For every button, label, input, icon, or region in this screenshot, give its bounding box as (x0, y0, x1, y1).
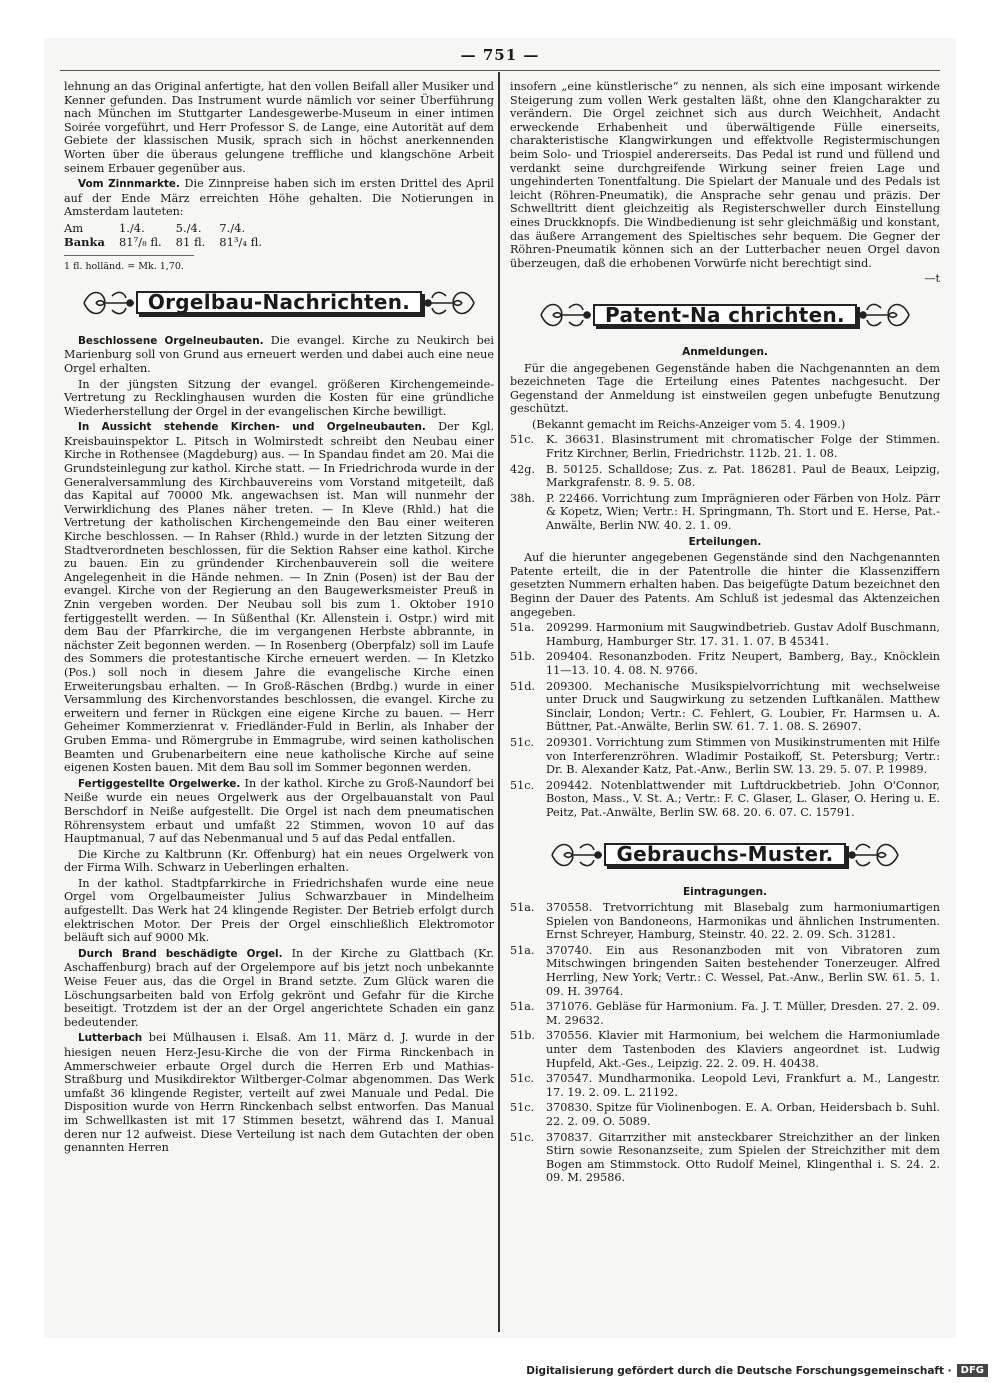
zinn-price-table (64, 222, 276, 249)
news-text: Die evangel. Kirche zu Neukirch bei Marienburg soll von Grund aus erneuert werden und dabei auch eine neue Orgel erhalten. (64, 333, 494, 375)
gm-text: 370830. Spitze für Violinenbogen. E. A. Orban, Heidersbach b. Suhl. 22. 2. 09. O. 5089. (546, 1101, 940, 1128)
zinn-table-row (64, 236, 276, 250)
news-paragraph (64, 1031, 494, 1154)
scroll-ornament-icon (846, 838, 902, 872)
gm-entry (510, 1101, 940, 1128)
patent-title: Patent-Na chrichten. (593, 304, 857, 327)
news-lead: Lutterbach (78, 1032, 143, 1045)
gm-class: 51c. (510, 1130, 535, 1144)
patent-text: 209300. Mechanische Musikspielvorrichtung mit wechselweise unter Druck und Saugwirkung zu setzenden Luftkanälen. Matthew Sinclair, London; Vertr.: C. Fehlert, G. Loubier, Fr. Harmsen u. A. Büttner, Pat.-Anwälte, Berlin SW. 61. 7. 1. 08. S. 26907. (546, 679, 940, 734)
gm-class: 51a. (510, 1000, 535, 1014)
patent-class: 38h. (510, 491, 535, 505)
orgelbau-title: Orgelbau-Nachrichten. (136, 291, 422, 314)
news-text: In der jüngsten Sitzung der evangel. größeren Kirchengemeinde-Vertretung zu Recklinghausen wurden die Kosten für eine gründliche Wiederherstellung der Orgel in der evangelischen Kirche bewilligt. (64, 377, 494, 418)
patent-entry (510, 650, 940, 677)
gm-class: 51a. (510, 943, 535, 957)
gm-text: 370837. Gitarrzither mit ansteckbarer Streichzither an der linken Stirn sowie Resonanzseite, zum Spielen der Streichzither mit dem Bogen am Stimmstock. Otto Rudolf Meinel, Klingenthal i. S. 24. 2. 09. M. 29586. (546, 1130, 940, 1185)
patent-entry (510, 779, 940, 820)
column-divider (498, 72, 500, 1332)
gm-entry (510, 1131, 940, 1185)
left-column (64, 80, 494, 1157)
scanned-page (44, 38, 956, 1338)
news-paragraph (64, 777, 494, 846)
zinn-cell: 81⁷/₈ fl. (118, 234, 162, 249)
gm-text: 370547. Mundharmonika. Leopold Levi, Frankfurt a. M., Langestr. 17. 19. 2. 09. L. 21192. (546, 1072, 940, 1099)
patent-class: 51c. (510, 778, 535, 792)
zinn-cell: 81 fl. (175, 234, 206, 249)
news-text: Die Kirche zu Kaltbrunn (Kr. Offenburg) hat ein neues Orgelwerk von der Firma Wilh. Schwarz in Ueberlingen erhalten. (64, 847, 494, 875)
zinn-head-cell: 1./4. (118, 220, 145, 235)
gebrauchsmuster-banner (510, 836, 940, 874)
news-text: In der kathol. Kirche zu Groß-Naundorf bei Neiße wurde ein neues Orgelwerk aus der Orgelbauanstalt von Paul Berschdorf in Neiße aufgestellt. Die Orgel ist nach dem pneumatischen Röhrensystem erbaut und umfaßt 22 Stimmen, wovon 10 auf das Hauptmanual, 7 auf das Nebenmanual und 5 auf das Pedal entfallen. (64, 776, 494, 846)
patent-entry (510, 433, 940, 460)
left-intro-paragraph: lehnung an das Original anfertigte, hat den vollen Beifall aller Musiker und Kenner gefunden. Das Instrument wurde nämlich vor seiner Überführung nach München im Stuttgarter Landesgewerbe-Museum in einer intimen Soirée vorgeführt, und Herr Professor S. de Lange, eine Autorität auf dem Gebiete der klassischen Musik, sprach sich in höchst anerkennenden Worten über die überaus gelungene treffliche und klangschöne Arbeit seinem Erbauer gegenüber aus. (64, 80, 494, 175)
anmeldungen-intro: Für die angegebenen Gegenstände haben die Nachgenannten an dem bezeichneten Tage die Erteilung eines Patentes nachgesucht. Der Gegenstand der Anmeldung ist einstweilen gegen unbefugte Benutzung geschützt. (510, 361, 940, 416)
right-intro-paragraph: insofern „eine künstlerische“ zu nennen, als sich eine imposant wirkende Steigerung zum vollen Werk gestalten läßt, ohne den Klangcharakter zu verändern. Die Orgel zeichnet sich aus durch Weichheit, Andacht erweckende Erhabenheit und überwältigende Fülle einerseits, charakteristische Klangwirkungen und effektvolle Registermischungen beim Solo- und Triospiel andererseits. Das Pedal ist rund und füllend und verdankt seine durchgreifende Wirkung seiner freien Lage und ungehinderten Tonentfaltung. Die Spielart der Manuale und des Pedals ist leicht (Röhren-Pneumatik), die Ansprache sehr genau und präzis. Der Schwelltritt dient gleichzeitig als Registerschweller durch Einstellung eines Druckknopfs. Die Windbedienung ist sehr gleichmäßig und konstant, das äußere Arrangement des Spieltisches sehr bequem. Die Gegner der Röhren-Pneumatik können sich an der Lutterbacher neuen Orgel davon überzeugen, daß die erhobenen Vorwürfe nicht berechtigt sind. (510, 80, 940, 270)
patent-class: 42g. (510, 462, 535, 476)
patent-text: 209299. Harmonium mit Saugwindbetrieb. Gustav Adolf Buschmann, Hamburg, Hamburger Str. 17. 31. 1. 07. B 45341. (546, 621, 940, 648)
patent-class: 51c. (510, 433, 535, 447)
patent-entry (510, 463, 940, 490)
news-text: Der Kgl. Kreisbauinspektor L. Pitsch in Wolmirstedt schreibt den Neubau einer Kirche in Rothensee (Magdeburg) aus. — In Spandau findet am 20. Mai die Grundsteinlegung zur kathol. Kirche statt. — In Friedrichroda wurde in der Generalversammlung des Kirchbauvereins vom Vorstand mitgeteilt, daß das Kapital auf 70000 Mk. angewachsen ist. Man will nunmehr der Verwirklichung des Planes näher treten. — In Kleve (Rhld.) hat die Vertretung der katholischen Kirchengemeinde den Bau einer weiteren Kirche beschlossen. — In Rahser (Rhld.) wurde in der letzten Sitzung der Stadtverordneten beschlossen, für die Sektion Rahser eine kathol. Kirche zu bauen. Ein zu gründender Kirchenbauverein soll die weitere Angelegenheit in die Hände nehmen. — In Znin (Posen) ist der Bau der evangel. Kirche von der Regierung an den Baugewerksmeister Preuß in Znin vergeben worden. Der Neubau soll bis zum 1. Oktober 1910 fertiggestellt werden. — In Süßenthal (Kr. Allenstein i. Ostpr.) wird mit dem Bau der Pfarrkirche, die im vergangenen Herbste abbrannte, in nächster Zeit begonnen werden. — In Rosenberg (Oberpfalz) soll im Laufe des Sommers die protestantische Kirche erneuert werden. — In Kletzko (Pos.) soll noch in diesem Jahre die evangelische Kirche einen Erweiterungsbau erhalten. — In Groß-Räschen (Brdbg.) wurde in einer Versammlung des Kirchenvorstandes beschlossen, die evangel. Kirche zu erweitern und ferner in Rückgen eine eigene Kirche zu bauen. — Herr Geheimer Kommerzienrat v. Friedländer-Fuld in Berlin, als Inhaber der Gruben Emma- und Römergrube in Emmagrube, wird seinen katholischen Beamten und Grubenarbeitern eine neue katholische Kirche auf seine eigenen Kosten bauen. Mit dem Bau soll im Sommer begonnen werden. (64, 420, 494, 775)
zinn-head-cell: Am (64, 220, 84, 235)
news-paragraph (64, 334, 494, 376)
patent-text: B. 50125. Schalldose; Zus. z. Pat. 186281. Paul de Beaux, Leipzig, Markgrafenstr. 8. 9. 5. 08. (546, 462, 940, 490)
eintragungen-heading: Eintragungen. (682, 885, 768, 898)
patent-text: P. 22466. Vorrichtung zum Imprägnieren oder Färben von Holz. Pärr & Kopetz, Wien; Vertr.: H. Springmann, Th. Stort und E. Herse, Pat.-Anwälte, Berlin NW. 40. 2. 1. 09. (546, 491, 940, 533)
gm-text: 370556. Klavier mit Harmonium, bei welchem die Harmoniumlade unter dem Tastenboden des Klaviers angeordnet ist. Ludwig Hupfeld, Akt.-Ges., Leipzig. 22. 2. 09. H. 40438. (546, 1029, 940, 1070)
header-rule (60, 70, 940, 71)
news-paragraph (64, 877, 494, 945)
scroll-ornament-icon (80, 286, 136, 320)
patent-entry (510, 492, 940, 533)
gm-text: 370740. Ein aus Resonanzboden mit von Vibratoren zum Mitschwingen bringenden Saiten bestehender Tonerzeuger. Alfred Herrling, New York; Vertr.: C. Wessel, Pat.-Anw., Berlin SW. 61. 5. 1. 09. H. 39764. (546, 943, 940, 998)
news-text: In der kathol. Stadtpfarrkirche in Friedrichshafen wurde eine neue Orgel vom Orgelbaumeister Julius Schwarzbauer in Mindelheim aufgestellt. Das Werk hat 24 klingende Register. Der Betrieb erfolgt durch elektrischen Motor. Der Preis der Orgel einschließlich Elektromotor beläuft sich auf 9000 Mk. (64, 876, 494, 945)
gm-entry (510, 1000, 940, 1027)
gm-class: 51b. (510, 1029, 535, 1043)
gm-entry (510, 1029, 940, 1070)
scroll-ornament-icon (548, 838, 604, 872)
zinn-cell: Banka (64, 234, 105, 249)
patent-class: 51b. (510, 650, 535, 664)
news-paragraph (64, 947, 494, 1030)
news-paragraph (64, 848, 494, 875)
patent-text: 209301. Vorrichtung zum Stimmen von Musikinstrumenten mit Hilfe von Interferenzröhren. Wladimir Postaikoff, St. Petersburg; Vertr.: Dr. B. Alexander Katz, Pat.-Anw., Berlin SW. 13. 29. 5. 07. P. 19989. (546, 735, 940, 777)
patent-entry (510, 736, 940, 777)
anmeldungen-date: (Bekannt gemacht im Reichs-Anzeiger vom 5. 4. 1909.) (532, 417, 846, 431)
currency-footnote: 1 fl. holländ. = Mk. 1,70. (64, 255, 194, 274)
news-lead: In Aussicht stehende Kirchen- und Orgelneubauten. (78, 421, 426, 434)
zinn-cell: 81³/₄ fl. (219, 234, 263, 249)
right-column (510, 80, 940, 1187)
patent-text: 209404. Resonanzboden. Fritz Neupert, Bamberg, Bay., Knöcklein 11—13. 10. 4. 08. N. 9766. (546, 650, 940, 677)
zinn-head-cell: 7./4. (219, 220, 246, 235)
news-text: bei Mülhausen i. Elsaß. Am 11. März d. J. wurde in der hiesigen neuen Herz-Jesu-Kirche die von der Firma Rinckenbach in Ammerschweier erbaute Orgel durch die Herren Erb und Mathias-Straßburg und Musikdirektor Wiltberger-Colmar abgenommen. Das Werk umfaßt 36 klingende Register, verteilt auf zwei Manuale und Pedal. Die Disposition wurde von Herrn Rinckenbach selbst entworfen. Das Manual im Schwellkasten ist mit 17 Stimmen besetzt, während das I. Manual deren nur 12 aufweist. Diese Verteilung ist nach dem Gutachten der oben genannten Herren (64, 1031, 495, 1155)
news-paragraph (64, 420, 494, 774)
zinn-head-cell: 5./4. (175, 220, 202, 235)
dfg-logo-icon: DFG (957, 1364, 988, 1377)
news-lead: Fertiggestellte Orgelwerke. (78, 777, 241, 790)
gm-class: 51c. (510, 1101, 535, 1115)
gm-class: 51a. (510, 901, 535, 915)
erteilungen-heading: Erteilungen. (688, 535, 762, 548)
news-text: In der Kirche zu Glattbach (Kr. Aschaffenburg) brach auf der Orgelempore auf bis jetzt noch unbekannte Weise Feuer aus, das die Orgel in Brand setzte. Zum Glück waren die Löschungsarbeiten bald von Erfolg gekrönt und Gefahr für die Kirche beseitigt. Trotzdem ist der an der Orgel angerichtete Schaden ein ganz bedeutender. (64, 946, 494, 1029)
zinn-lead: Vom Zinnmarkte. (78, 178, 180, 191)
gm-text: 370558. Tretvorrichtung mit Blasebalg zum harmoniumartigen Spielen von Bandoneons, Harmonikas und ähnlichen Instrumenten. Ernst Schreyer, Hamburg, Steinstr. 40. 22. 2. 09. Sch. 31281. (546, 901, 940, 942)
patent-class: 51a. (510, 621, 535, 635)
gm-class: 51c. (510, 1072, 535, 1086)
patent-text: K. 36631. Blasinstrument mit chromatischer Folge der Stimmen. Fritz Kirchner, Berlin, Friedrichstr. 112b. 21. 1. 08. (546, 433, 940, 461)
patent-entry (510, 621, 940, 648)
erteilungen-intro: Auf die hierunter angegebenen Gegenstände sind den Nachgenannten Patente erteilt, die in der Patentrolle die hinter die Klassenziffern gesetzten Nummern erhalten haben. Das beigefügte Datum bezeichnet den Beginn der Dauer des Patents. Am Schluß ist jedesmal das Aktenzeichen angegeben. (510, 551, 940, 619)
zinn-table-head-row (64, 222, 276, 236)
gm-entry (510, 1072, 940, 1099)
news-lead: Durch Brand beschädigte Orgel. (78, 947, 283, 960)
patent-banner (510, 296, 940, 334)
page-number: — 751 — (460, 46, 540, 64)
zinn-paragraph (64, 177, 494, 219)
anmeldungen-heading: Anmeldungen. (682, 345, 768, 358)
scroll-ornament-icon (857, 298, 913, 332)
news-lead: Beschlossene Orgelneubauten. (78, 334, 264, 347)
gm-entry (510, 901, 940, 942)
news-paragraph (64, 378, 494, 419)
footer-text: Digitalisierung gefördert durch die Deutsche Forschungsgemeinschaft · (526, 1364, 952, 1377)
zinn-text: Die Zinnpreise haben sich im ersten Drittel des April auf der Ende März erreichten Höhe gehalten. Die Notierungen in Amsterdam lauteten: (64, 177, 494, 219)
author-signature: —t (924, 272, 940, 286)
scroll-ornament-icon (537, 298, 593, 332)
patent-class: 51d. (510, 679, 535, 693)
patent-class: 51c. (510, 735, 535, 749)
orgelbau-banner (64, 284, 494, 322)
patent-entry (510, 680, 940, 734)
patent-text: 209442. Notenblattwender mit Luftdruckbetrieb. John O'Connor, Boston, Mass., V. St. A.; Vertr.: F. C. Glaser, L. Glaser, O. Hering u. E. Peitz, Pat.-Anwälte, Berlin SW. 68. 20. 6. 07. C. 15791. (546, 778, 940, 819)
gm-entry (510, 944, 940, 998)
gebrauchsmuster-title: Gebrauchs-Muster. (604, 843, 845, 866)
gm-text: 371076. Gebläse für Harmonium. Fa. J. T. Müller, Dresden. 27. 2. 09. M. 29632. (546, 1000, 940, 1027)
scroll-ornament-icon (422, 286, 478, 320)
digitization-footer (526, 1364, 988, 1377)
